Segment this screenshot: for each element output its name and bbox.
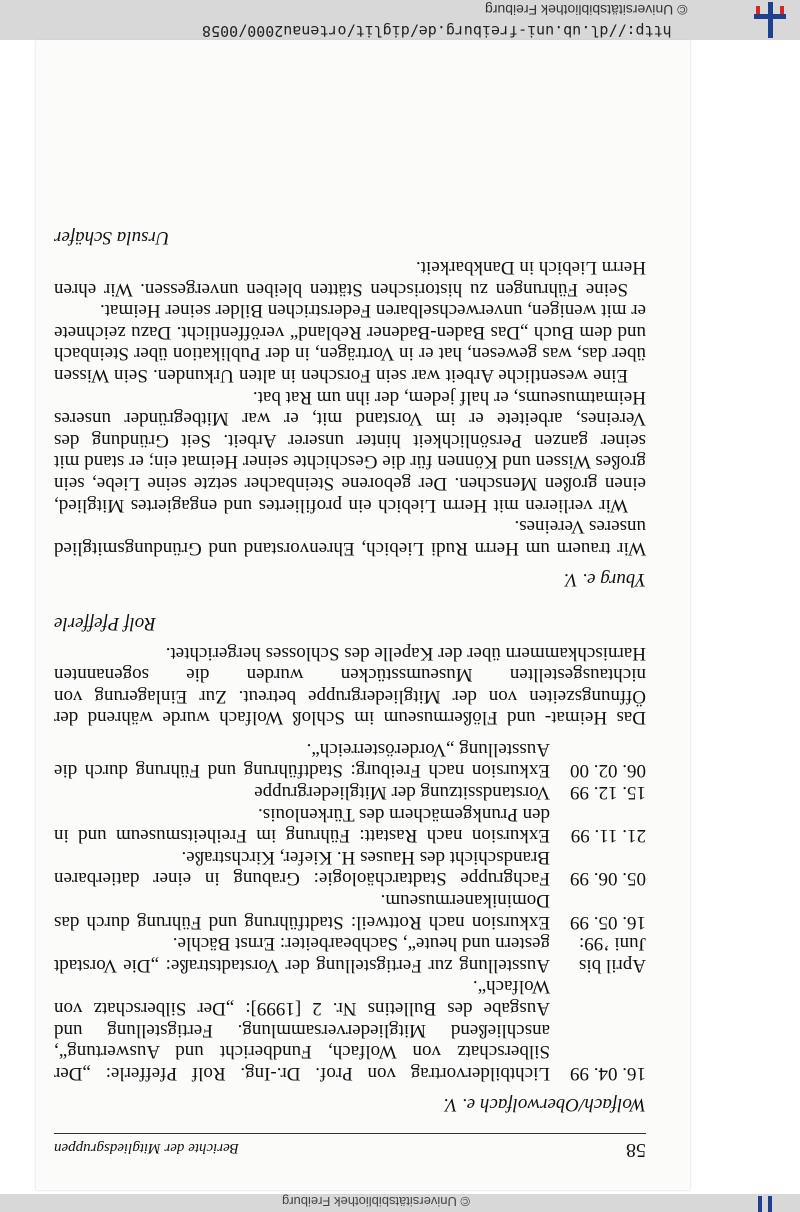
list-item xyxy=(54,738,646,781)
entry-date: 16. 04. 99 xyxy=(570,1062,646,1084)
ub-freiburg-logo-icon xyxy=(750,1196,780,1212)
entry-date: April bis Juni ’99: xyxy=(578,933,646,976)
entry-date: 05. 06. 99 xyxy=(570,868,646,890)
list-item xyxy=(54,933,646,976)
museum-paragraph: Das Heimat- und Flößermuseum im Schloß Wolfach wurde während der Öffnungszeiten von der Mitgliedergruppe betreut. Zur Einlagerung von nichtausgestellten Museumsstücken wurden die sogenannten Harnischkammern über der Kapelle des Schlosses hergerichtet. xyxy=(54,642,646,729)
library-credit-bottom: © Universitätsbibliothek Freiburg xyxy=(281,1194,470,1209)
source-url[interactable]: http://dl.ub.uni-freiburg.de/diglit/ortenau2000/0058 xyxy=(202,22,672,40)
running-title: Berichte der Mitgliedsgruppen xyxy=(54,1140,239,1156)
entry-text: Exkursion nach Freiburg: Stadtführung und Führung durch die Ausstellung „Vorderösterreich“. xyxy=(54,738,550,782)
entry-text: Vorstandssitzung der Mitgliedergruppe xyxy=(254,782,550,804)
obituary-paragraph: Wir verlieren mit Herrn Liebich ein profiliertes und engagiertes Mitglied, einen großen Menschen. Der geborene Steinbacher setzte seine Liebe, sein großes Wissen und Können für die Geschichte seiner Heimat ein; er stand mit seiner ganzen Persönlichkeit hinter unserer Arbeit. Seit Gründung des Vereines, arbeitete er im Vorstand mit, er war Mitbegründer unseres Heimatmuseums, er half jedem, der ihn um Rat bat. xyxy=(54,386,646,516)
list-item xyxy=(54,803,646,846)
page-header xyxy=(54,1133,646,1160)
section-title-yburg: Yburg e. V. xyxy=(563,569,646,591)
entry-date: 06. 02. 00 xyxy=(570,760,646,782)
list-item xyxy=(54,889,646,932)
viewer-bottom-bar xyxy=(0,1194,800,1212)
entry-date: 16. 05. 99 xyxy=(570,911,646,933)
list-item xyxy=(54,976,646,1084)
signature-pfefferle: Rolf Pfefferle xyxy=(54,612,156,634)
entry-text: Ausstellung zur Fertigstellung der Vorstadtstraße: „Die Vorstadt gestern und heute“, Sachbearbeiter: Ernst Bächle. xyxy=(54,933,550,976)
obituary-paragraph: Eine wesentliche Arbeit war sein Forschen in alten Urkunden. Sein Wissen über das, was gewesen, hat er in Vorträgen, in der Publikation über Steinbach und dem Buch „Das Baden-Badener Rebland“ veröffentlicht. Dazu zeichnete er mit wenigen, unverwechselbaren Federstrichen Bilder seiner Heimat. xyxy=(54,300,646,386)
entry-text: Exkursion nach Rastatt: Führung im Freiheitsmuseum und in den Prunkgemächern des Türkenlouis. xyxy=(54,803,550,847)
list-item xyxy=(54,846,646,889)
obituary-paragraph: Wir trauern um Herrn Rudi Liebich, Ehrenvorstand und Gründungsmitglied unseres Vereines. xyxy=(54,516,646,559)
entry-text: Fachgruppe Stadtarchäologie: Grabung in einer datierbaren Brandschicht des Hauses H. Kiefer, Kirchstraße. xyxy=(54,846,550,890)
entry-text: Lichtbildervortrag von Prof. Dr.-Ing. Rolf Pfefferle: „Der Silberschatz von Wolfach, Fundbericht und Auswertung“, anschließend Mitgliederversammlung. Fertigstellung und Ausgabe des Bulletins Nr. 2 [1999]: „Der Silberschatz von Wolfach“. xyxy=(54,976,550,1084)
ub-freiburg-logo-icon xyxy=(750,2,790,38)
page-number: 58 xyxy=(626,1139,646,1161)
viewer-top-bar xyxy=(0,0,800,40)
entry-date: 15. 12. 99 xyxy=(570,782,646,804)
page-content xyxy=(36,40,690,1190)
entry-date: 21. 11. 99 xyxy=(570,825,646,847)
entry-text: Exkursion nach Rottweil: Stadtführung und Führung durch das Dominikanermuseum. xyxy=(54,890,550,933)
signature-schaefer: Ursula Schäfer xyxy=(54,227,170,249)
scanned-page xyxy=(36,40,690,1190)
obituary-paragraph: Seine Führungen zu historischen Stätten bleiben unvergessen. Wir ehren Herrn Liebich in Dankbarkeit. xyxy=(54,257,646,300)
section-title-wolfach: Wolfach/Oberwolfach e. V. xyxy=(443,1094,646,1116)
library-credit: © Universitätsbibliothek Freiburg xyxy=(485,2,688,18)
list-item xyxy=(54,782,646,804)
